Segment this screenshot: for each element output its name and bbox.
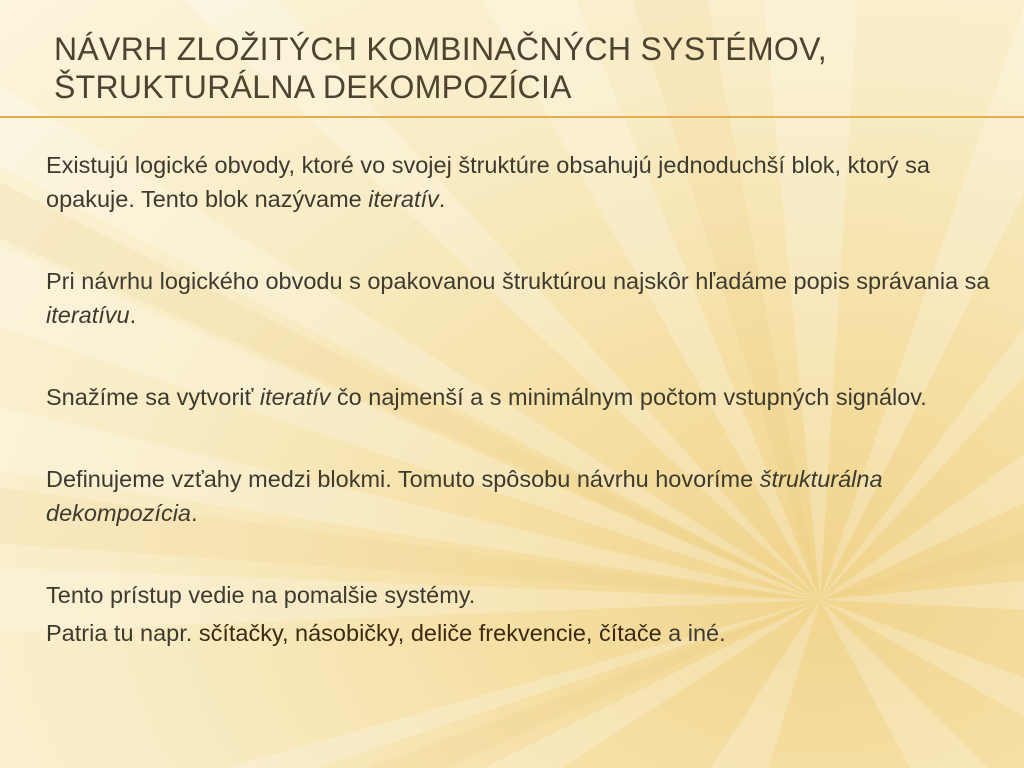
paragraph-text: Pri návrhu logického obvodu s opakovanou štruktúrou najskôr hľadáme popis správania sa — [46, 268, 990, 294]
paragraph-text: Tento prístup vedie na pomalšie systémy. — [46, 582, 476, 608]
examples-list: sčítačky, násobičky, deliče frekvencie, čítače — [198, 620, 662, 646]
paragraph-structural-decomposition — [46, 462, 996, 530]
paragraph-end: . — [129, 302, 137, 328]
paragraph-text-before: Patria tu napr. — [46, 620, 199, 646]
paragraph-text-after: čo najmenší a s minimálnym počtom vstupných signálov. — [330, 384, 927, 410]
slide-title-line-1: NÁVRH ZLOŽITÝCH KOMBINAČNÝCH SYSTÉMOV, — [54, 31, 827, 67]
paragraph-behavior-description — [46, 264, 996, 332]
paragraph-end: . — [191, 500, 198, 526]
paragraph-examples — [46, 616, 996, 650]
paragraph-end: . — [438, 186, 446, 212]
slide-body — [46, 148, 996, 650]
paragraph-slower-systems — [46, 578, 996, 612]
paragraph-minimal-iterative — [46, 380, 996, 414]
title-divider — [0, 116, 1024, 118]
term-strukturalna-dekompozicia: štrukturálna dekompozícia — [46, 466, 883, 526]
paragraph-text: Existujú logické obvody, ktoré vo svojej štruktúre obsahujú jednoduchší blok, ktorý sa opakuje. Tento blok nazývame — [46, 152, 930, 212]
paragraph-text-before: Snažíme sa vytvoriť — [46, 384, 260, 410]
paragraph-text: Definujeme vzťahy medzi blokmi. Tomuto spôsobu návrhu hovoríme — [46, 466, 760, 492]
slide-title — [54, 30, 994, 106]
term-iterativ: iteratív — [259, 384, 331, 410]
term-iterativ: iteratív — [368, 186, 439, 212]
paragraph-iterative-definition — [46, 148, 996, 216]
paragraph-text-after: a iné. — [661, 620, 726, 646]
slide-title-line-2: ŠTRUKTURÁLNA DEKOMPOZÍCIA — [54, 69, 572, 105]
term-iterativu: iteratívu — [46, 302, 130, 328]
